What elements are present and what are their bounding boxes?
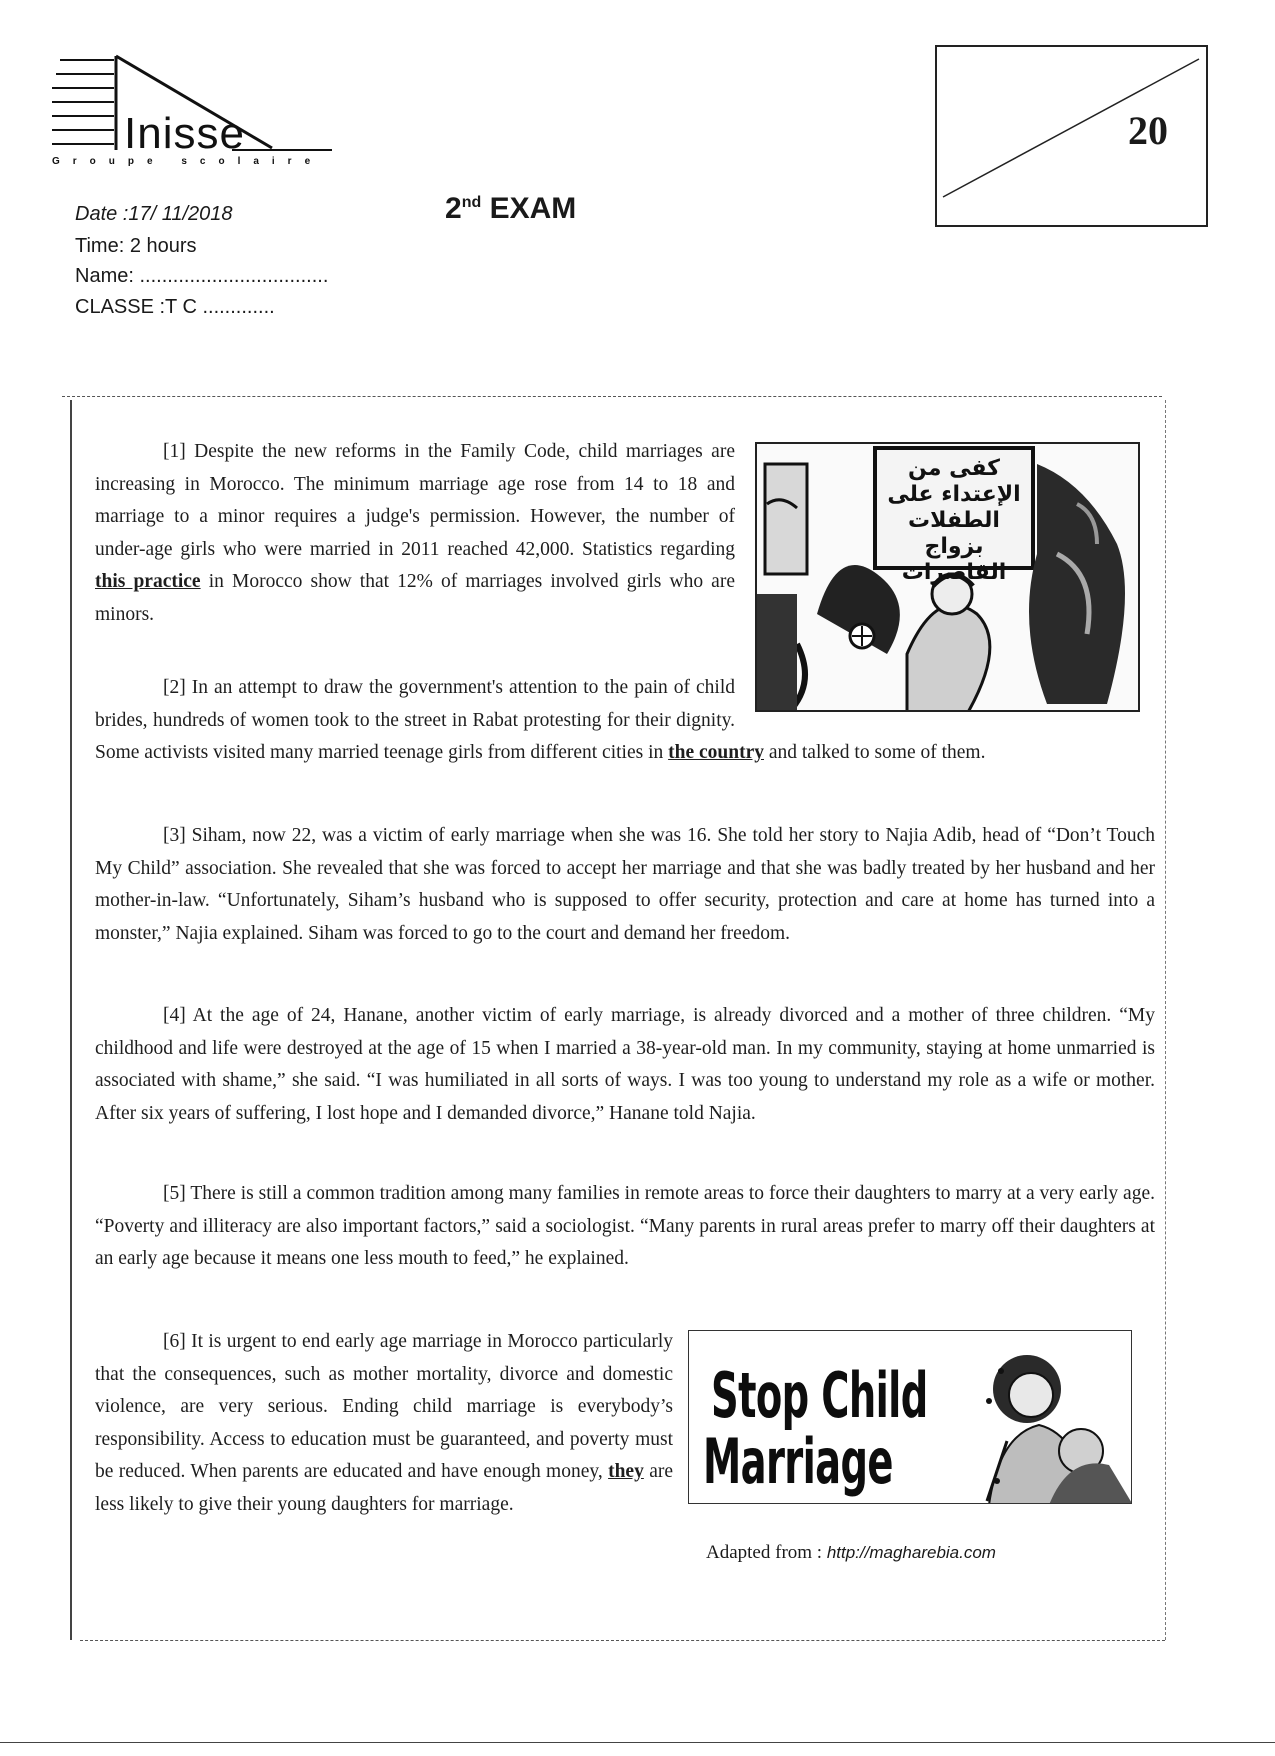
paragraph-3: [3] Siham, now 22, was a victim of early marriage when she was 16. She told her story to Najia Adib, head of “Don’t Touch My Child” association. She revealed that she was forced to accept her marriage and that she was badly treated by her husband and her mother-in-law. “Unfortunately, Siham’s husband who is supposed to offer security, protection and care at home has turned into a monster,” Najia explained. Siham was forced to go to the court and demand her freedom. [95, 825, 1155, 944]
frame-left [70, 400, 72, 1640]
protest-sign-text: كفى من الإعتداء على الطفلات بزواج القاصرات [887, 456, 1021, 585]
source-url: http://magharebia.com [826, 1543, 996, 1562]
poster-line-2: Marriage [703, 1425, 893, 1498]
underlined-the-country: the country [668, 742, 764, 763]
paragraph-4: [4] At the age of 24, Hanane, another victim of early marriage, is already divorced and a mother of three children. “My childhood and life were destroyed at the age of 15 when I married a 38-year-old man. In my community, staying at home unmarried is associated with shame,” she said. “I was humiliated in all sorts of ways. I was too young to understand my role as a wife or mother. After six years of suffering, I lost hope and I demanded divorce,” Hanane told Najia. [95, 1005, 1155, 1124]
score-diagonal [937, 47, 1210, 229]
exam-word: EXAM [489, 192, 577, 225]
logo-subtitle: Groupe scolaire [52, 156, 324, 167]
stop-child-marriage-poster [688, 1330, 1132, 1504]
underlined-they: they [608, 1461, 644, 1482]
source-credit [706, 1542, 996, 1564]
school-logo [52, 52, 332, 172]
logo-word: Inisse [124, 109, 245, 158]
exam-suffix: nd [461, 194, 482, 211]
frame-top [62, 396, 1162, 397]
source-label: Adapted from : [706, 1542, 827, 1563]
score-max: 20 [1128, 108, 1168, 153]
paragraph-2: [2] In an attempt to draw the government's attention to the pain of child brides, hundreds of women took to the street in Rabat protesting for their dignity. Some activists visited many married teenage girls from different cities in the country and talked to some of them. [95, 677, 986, 763]
underlined-this-practice: this practice [95, 571, 201, 592]
student-name-field: Name: .................................. [75, 265, 329, 287]
class-field: CLASSE :T C ............. [75, 296, 275, 318]
frame-right [1165, 400, 1166, 1640]
paragraph-5: [5] There is still a common tradition among many families in remote areas to force their daughters to marry at a very early age. “Poverty and illiteracy are also important factors,” said a sociologist. “Many parents in rural areas prefer to marry off their daughters at an early age because it means one less mouth to feed,” he explained. [95, 1183, 1155, 1269]
exam-number: 2 [445, 192, 462, 225]
exam-date: Date :17/ 11/2018 [75, 203, 233, 225]
frame-bottom [80, 1640, 1165, 1641]
page-bottom-rule [0, 1742, 1275, 1743]
paragraph-1: [1] Despite the new reforms in the Family Code, child marriages are increasing in Morocco. The minimum marriage age rose from 14 to 18 and marriage to a minor requires a judge's permission. However, the number of under-age girls who were married in 2011 reached 42,000. Statistics regarding this practice in Morocco show that 12% of marriages involved girls who are minors. [95, 441, 735, 625]
score-box [935, 45, 1208, 227]
exam-time: Time: 2 hours [75, 235, 197, 257]
paragraph-6: [6] It is urgent to end early age marriage in Morocco particularly that the consequences, such as mother mortality, divorce and domestic violence, are very serious. Ending child marriage is everybody’s responsibility. Access to education must be guaranteed, and poverty must be reduced. When parents are educated and have enough money, they are less likely to give their young daughters for marriage. [95, 1331, 673, 1515]
poster-line-1: Stop Child [711, 1359, 928, 1432]
exam-title [445, 192, 576, 226]
